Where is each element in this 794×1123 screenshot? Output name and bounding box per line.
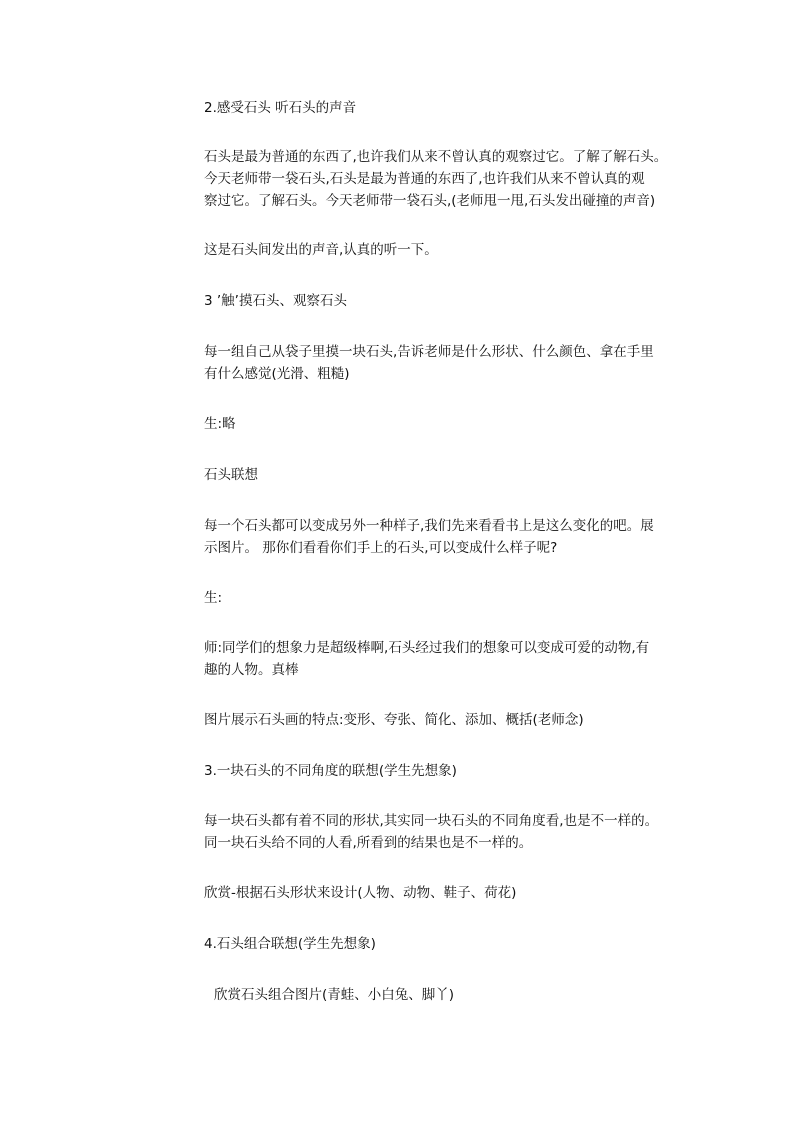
text-line: 每一组自己从袋子里摸一块石头,告诉老师是什么形状、什么颜色、拿在手里 <box>204 344 654 360</box>
text-line: 每一块石头都有着不同的形状,其实同一块石头的不同角度看,也是不一样的。 <box>204 813 659 829</box>
heading-combination-association <box>204 933 684 955</box>
text-line: 2.感受石头 听石头的声音 <box>204 100 357 116</box>
heading-listen-stone <box>204 97 684 119</box>
text-line: 趣的人物。真棒 <box>204 662 299 678</box>
heading-angle-association <box>204 760 684 782</box>
text-line: 欣赏石头组合图片(青蛙、小白兔、脚丫) <box>214 987 455 1003</box>
text-line: 今天老师带一袋石头,石头是最为普通的东西了,也许我们从来不曾认真的观 <box>204 171 645 187</box>
text-line: 3 ’触’摸石头、观察石头 <box>204 293 347 309</box>
text-line: 4.石头组合联想(学生先想象) <box>204 936 376 952</box>
text-line: 石头联想 <box>204 467 258 483</box>
paragraph-stone-transform <box>204 515 684 559</box>
paragraph-student-omit <box>204 413 684 435</box>
text-line: 3.一块石头的不同角度的联想(学生先想象) <box>204 763 457 779</box>
text-line: 师:同学们的想象力是超级棒啊,石头经过我们的想象可以变成可爱的动物,有 <box>204 640 650 656</box>
text-line: 同一块石头给不同的人看,所看到的结果也是不一样的。 <box>204 835 533 851</box>
heading-touch-stone <box>204 290 684 312</box>
text-line: 生:略 <box>204 416 236 432</box>
paragraph-different-angles <box>204 810 684 854</box>
text-line: 有什么感觉(光滑、粗糙) <box>204 366 350 382</box>
text-line: 示图片。 那你们看看你们手上的石头,可以变成什么样子呢? <box>204 540 558 556</box>
text-line: 欣赏-根据石头形状来设计(人物、动物、鞋子、荷花) <box>204 885 517 901</box>
heading-stone-association <box>204 464 684 486</box>
paragraph-touch-instructions <box>204 341 684 385</box>
text-line: 每一个石头都可以变成另外一种样子,我们先来看看书上是这么变化的吧。展 <box>204 518 654 534</box>
text-line: 生: <box>204 590 223 606</box>
paragraph-student <box>204 587 684 609</box>
paragraph-appreciate-design <box>204 882 684 904</box>
text-line: 这是石头间发出的声音,认真的听一下。 <box>204 242 438 258</box>
paragraph-teacher-praise <box>204 637 684 681</box>
text-line: 石头是最为普通的东西了,也许我们从来不曾认真的观察过它。了解了解石头。 <box>204 149 668 165</box>
text-line: 图片展示石头画的特点:变形、夸张、简化、添加、概括(老师念) <box>204 712 584 728</box>
paragraph-appreciate-combination <box>214 984 694 1006</box>
paragraph-listen-sound <box>204 239 684 261</box>
paragraph-painting-features <box>204 709 684 731</box>
paragraph-stone-intro <box>204 146 684 212</box>
text-line: 察过它。了解石头。今天老师带一袋石头,(老师甩一甩,石头发出碰撞的声音) <box>204 193 656 209</box>
